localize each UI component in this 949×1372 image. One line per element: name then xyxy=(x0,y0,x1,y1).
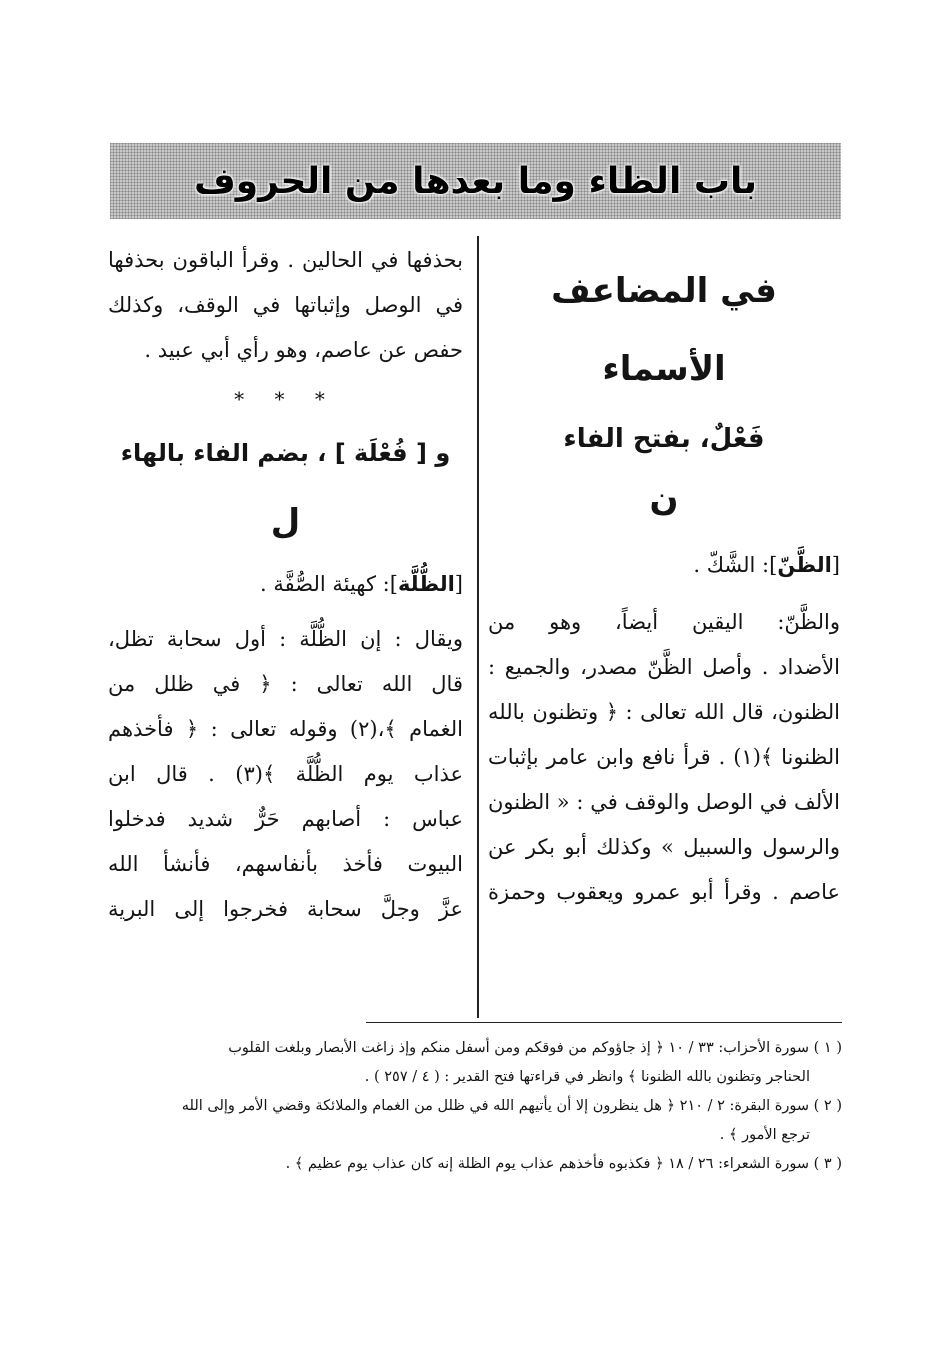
left-column xyxy=(108,238,463,932)
footnote-3: ( ٣ ) سورة الشعراء: ٢٦ / ١٨ ﴿ فكذبوه فأخذهم عذاب يوم الظلة إنه كان عذاب يوم عظيم ﴾ . xyxy=(285,1156,842,1172)
subsection-heading: الأسماء xyxy=(602,349,726,389)
right-column xyxy=(488,238,840,915)
footnote-2: ( ٢ ) سورة البقرة: ٢ / ٢١٠ ﴿ هل ينظرون إلا أن يأتيهم الله في ظلل من الغمام والملائكة وقضي الأمر وإلى الله xyxy=(181,1098,842,1114)
continuation-paragraph xyxy=(108,238,463,373)
chapter-title: باب الظاء وما بعدها من الحروف xyxy=(193,160,758,202)
section-separator: * * * xyxy=(234,387,337,411)
column-divider xyxy=(477,236,479,1018)
dictionary-entry: [الظُّلَّة]: كهيئة الصُّفَّة . xyxy=(260,572,463,596)
dictionary-entry: [الظَّنّ]: الشَّكّ . xyxy=(693,553,840,577)
text-line: حفص عن عاصم، وهو رأي أبي عبيد . xyxy=(144,338,463,362)
footnote-2-continued: ترجع الأمور ﴾ . xyxy=(719,1127,810,1143)
pattern-heading: فَعْلٌ، بفتح الفاء xyxy=(563,424,765,454)
text-line: الظنون، قال الله تعالى : ﴿ وتظنون بالله xyxy=(488,700,840,724)
text-line: بحذفها في الحالين . وقرأ الباقون بحذفها xyxy=(108,248,463,272)
text-line: ويقال : إن الظُّلَّة : أول سحابة تظل، xyxy=(108,627,463,651)
entry-term: الظُّلَّة xyxy=(397,572,455,596)
footnote-1: ( ١ ) سورة الأحزاب: ٣٣ / ١٠ ﴿ إذ جاؤوكم من فوقكم ومن أسفل منكم وإذ زاغت الأبصار وبلغت القلوب xyxy=(228,1040,842,1056)
text-line: عاصم . وقرأ أبو عمرو ويعقوب وحمزة xyxy=(488,880,840,904)
entry-definition: : كهيئة الصُّفَّة . xyxy=(260,572,390,596)
entry-body xyxy=(108,617,463,932)
entry-definition: : الشَّكّ . xyxy=(693,553,770,577)
chapter-banner xyxy=(110,143,841,219)
footnote-1-continued: الحناجر وتظنون بالله الظنونا ﴾ وانظر في قراءتها فتح القدير : ( ٤ / ٢٥٧ ) . xyxy=(364,1069,810,1085)
section-heading: في المضاعف xyxy=(551,271,777,311)
root-letter-heading: ل xyxy=(270,502,301,542)
text-line: عزَّ وجلَّ سحابة فخرجوا إلى البرية xyxy=(108,897,463,921)
text-line: الظنونا ﴾(١) . قرأ نافع وابن عامر بإثبات xyxy=(488,745,840,769)
text-line: البيوت فأخذ بأنفاسهم، فأنشأ الله xyxy=(108,852,463,876)
footnote-rule xyxy=(366,1022,842,1023)
root-letter-heading: ن xyxy=(649,479,679,519)
text-line: في الوصل وإثباتها في الوقف، وكذلك xyxy=(108,293,463,317)
text-line: الألف في الوصل والوقف في : « الظنون xyxy=(488,790,840,814)
text-line: عباس : أصابهم حَرٌّ شديد فدخلوا xyxy=(108,807,463,831)
text-line: والظَّنّ: اليقين أيضاً، وهو من xyxy=(488,610,840,634)
text-line: عذاب يوم الظُّلَّة ﴾(٣) . قال ابن xyxy=(108,762,463,786)
text-line: قال الله تعالى : ﴿ في ظلل من xyxy=(108,672,463,696)
pattern-heading: و [ فُعْلَة ] ، بضم الفاء بالهاء xyxy=(120,439,451,467)
footnotes xyxy=(108,1034,842,1179)
text-line: والرسول والسبيل » وكذلك أبو بكر عن xyxy=(488,835,840,859)
text-line: الأضداد . وأصل الظَّنّ مصدر، والجميع : xyxy=(488,655,840,679)
text-line: الغمام ﴾،(٢) وقوله تعالى : ﴿ فأخذهم xyxy=(108,717,464,741)
entry-term: الظَّنّ xyxy=(777,553,832,577)
entry-body xyxy=(488,600,840,915)
